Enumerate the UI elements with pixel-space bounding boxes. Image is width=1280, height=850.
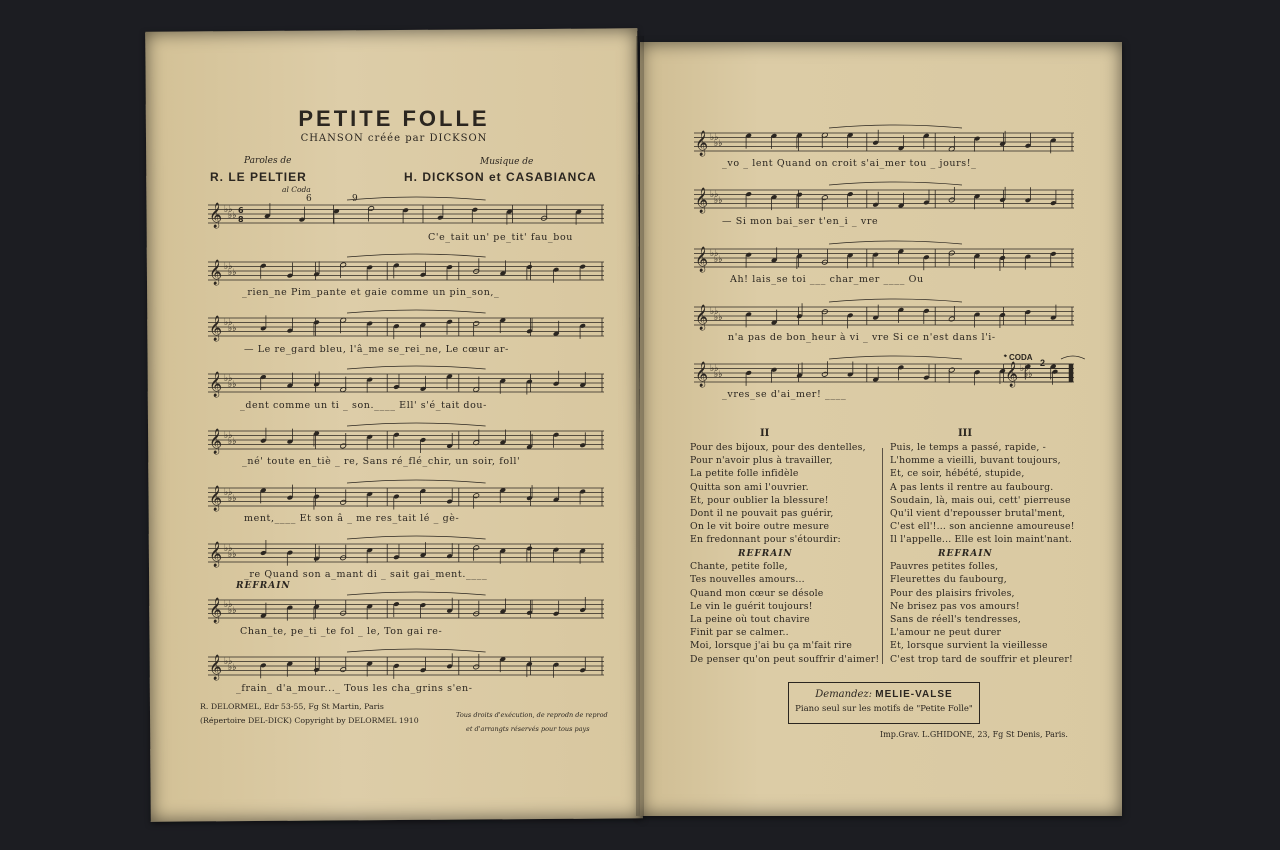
al-coda-marker: al Coda [282, 185, 311, 194]
svg-text:𝄞: 𝄞 [209, 316, 223, 341]
measure-number-9: 9 [352, 194, 358, 204]
verse-2-refrain-line: Le vin le guérit toujours! [690, 600, 813, 612]
coda-staff [1004, 362, 1072, 387]
verse-3-refrain-line: Et, lorsque survient la vieillesse [890, 640, 1048, 652]
svg-text:♭♭: ♭♭ [714, 370, 723, 380]
svg-text:♭♭: ♭♭ [714, 255, 723, 265]
verse-2-line: Quitta son ami l'ouvrier. [690, 481, 809, 493]
right-lyric-line-1: _vo _ lent Quand on croit s'ai_mer tou _ jours!_ [722, 158, 977, 169]
svg-text:♭♭: ♭♭ [1020, 364, 1029, 374]
svg-text:♭♭: ♭♭ [224, 374, 233, 384]
svg-text:♭♭: ♭♭ [224, 262, 233, 272]
svg-text:𝄞: 𝄞 [695, 362, 709, 387]
measure-number-6: 6 [306, 194, 312, 204]
svg-text:♭♭: ♭♭ [710, 364, 719, 374]
svg-text:𝄞: 𝄞 [695, 305, 709, 330]
svg-text:♭♭: ♭♭ [228, 324, 237, 334]
svg-text:♭♭: ♭♭ [224, 318, 233, 328]
verse-2-number: II [760, 428, 770, 439]
svg-text:♭♭: ♭♭ [224, 544, 233, 554]
svg-text:♭♭: ♭♭ [1024, 370, 1033, 380]
verse-2-refrain-line: De penser qu'on peut souffrir d'aimer! [690, 653, 880, 665]
svg-text:♭♭: ♭♭ [710, 307, 719, 317]
verse-3-refrain-line: Sans de réell's tendresses, [890, 613, 1022, 625]
verse-2-line: Pour n'avoir plus à travailler, [690, 455, 833, 467]
page-fold [636, 36, 644, 816]
svg-text:♭♭: ♭♭ [714, 139, 723, 149]
verse-2-line: En fredonnant pour s'étourdir: [690, 534, 841, 546]
svg-text:𝄞: 𝄞 [209, 260, 223, 285]
composer-name: H. DICKSON et CASABIANCA [404, 170, 597, 184]
svg-text:♭♭: ♭♭ [228, 268, 237, 278]
left-staff-8 [208, 598, 604, 623]
svg-text:𝄞: 𝄞 [209, 655, 223, 680]
advertisement-box [788, 682, 980, 724]
publisher-line-1: R. DELORMEL, Edr 53-55, Fg St Martin, Paris [200, 702, 384, 711]
rights-line-1: Tous droits d'exécution, de reprodn de reprod [456, 711, 608, 719]
lyric-line-6: ment,____ Et son â _ me res_tait lé _ gè- [244, 513, 460, 524]
verse-2-refrain-line: Finit par se calmer.. [690, 627, 789, 639]
svg-text:♭♭: ♭♭ [228, 494, 237, 504]
svg-text:𝄞: 𝄞 [695, 247, 709, 272]
verse-3-refrain-line: L'amour ne peut durer [890, 627, 1002, 639]
svg-text:𝄞: 𝄞 [209, 372, 223, 397]
left-staff-5 [208, 429, 604, 454]
verse-3-line: Soudain, là, mais oui, cett' pierreuse [890, 494, 1071, 506]
ad-subtitle: Piano seul sur les motifs de "Petite Folle" [795, 704, 973, 714]
lyric-line-8: Chan_te, pe_ti _te fol _ le, Ton gai re- [240, 626, 443, 637]
verse-3-line: Puis, le temps a passé, rapide, - [890, 442, 1047, 453]
verse-3-line: C'est ell'!... son ancienne amoureuse! [890, 521, 1075, 533]
verse-3-line: A pas lents il rentre au faubourg. [890, 481, 1054, 493]
lyric-line-2: _rien_ne Pim_pante et gaie comme un pin_son,_ [242, 287, 500, 298]
left-staff-3 [208, 316, 604, 341]
svg-text:♭♭: ♭♭ [228, 606, 237, 616]
svg-text:♭♭: ♭♭ [710, 133, 719, 143]
svg-text:♭♭: ♭♭ [714, 313, 723, 323]
right-staff-1 [694, 131, 1074, 156]
svg-text:♭♭: ♭♭ [228, 380, 237, 390]
right-staff-2 [694, 188, 1074, 213]
verse-2-refrain-line: Quand mon cœur se désole [690, 587, 824, 599]
verse-2-line: Et, pour oublier la blessure! [690, 494, 829, 506]
lyric-line-3: — Le re_gard bleu, l'â_me se_rei_ne, Le cœur ar- [244, 344, 509, 355]
svg-text:𝄞: 𝄞 [695, 188, 709, 213]
verse-3-refrain-line: C'est trop tard de souffrir et pleurer! [890, 653, 1073, 665]
lyric-line-7: _re Quand son a_mant di _ sait gai_ment.____ [244, 569, 488, 580]
ad-prefix: Demandez: [815, 689, 873, 700]
lyricist-label: Paroles de [244, 156, 292, 166]
verse-3-refrain-label: REFRAIN [938, 548, 993, 559]
svg-text:♭♭: ♭♭ [224, 431, 233, 441]
left-staff-1 [208, 203, 604, 228]
left-staff-9 [208, 655, 604, 680]
svg-text:♭♭: ♭♭ [224, 600, 233, 610]
verse-3-number: III [958, 428, 973, 439]
song-title: PETITE FOLLE [298, 106, 490, 131]
svg-text:𝄞: 𝄞 [209, 203, 223, 228]
verse-3-line: Et, ce soir, hébété, stupide, [890, 468, 1025, 480]
ad-title: MELIE-VALSE [875, 689, 953, 700]
svg-text:𝄞: 𝄞 [209, 598, 223, 623]
svg-text:𝄞: 𝄞 [209, 486, 223, 511]
left-staff-4 [208, 372, 604, 397]
left-staff-6 [208, 486, 604, 511]
verse-2-refrain-line: Moi, lorsque j'ai bu ça m'fait rire [690, 640, 853, 652]
verse-2-refrain-label: REFRAIN [738, 548, 793, 559]
svg-text:6: 6 [238, 206, 244, 215]
right-lyric-line-2: — Si mon bai_ser t'en_i _ vre [722, 216, 879, 227]
verse-2-refrain-line: Chante, petite folle, [690, 561, 788, 573]
left-staff-2 [208, 260, 604, 285]
svg-text:♭♭: ♭♭ [224, 488, 233, 498]
svg-text:♭♭: ♭♭ [228, 663, 237, 673]
coda-number: 2 [1040, 358, 1046, 368]
refrain-label: REFRAIN [236, 581, 291, 591]
coda-label-text: CODA [1008, 353, 1033, 362]
svg-text:𝄞: 𝄞 [209, 542, 223, 567]
verse-2-refrain-line: Tes nouvelles amours... [690, 574, 805, 586]
lyric-line-4: _dent comme un ti _ son.____ Ell' s'é_tait dou- [240, 400, 487, 411]
printer-credit: Imp.Grav. L.GHIDONE, 23, Fg St Denis, Paris. [880, 730, 1068, 739]
svg-text:♭♭: ♭♭ [224, 657, 233, 667]
verse-3-refrain-line: Pour des plaisirs frivoles, [890, 587, 1015, 599]
right-staff-3 [694, 247, 1074, 272]
lyric-line-9: _frain_ d'a_mour..._ Tous les cha_grins s'en- [236, 683, 473, 694]
svg-text:𝄞: 𝄞 [209, 429, 223, 454]
right-lyric-line-4: n'a pas de bon_heur à vi _ vre Si ce n'est dans l'i- [728, 332, 996, 343]
verse-2-refrain-line: La peine où tout chavire [690, 613, 810, 625]
svg-text:♭♭: ♭♭ [224, 205, 233, 215]
svg-text:♭♭: ♭♭ [228, 437, 237, 447]
svg-text:𝄞: 𝄞 [695, 131, 709, 156]
verse-3-line: L'homme a vieilli, buvant toujours, [890, 455, 1061, 467]
verse-2-line: Pour des bijoux, pour des dentelles, [690, 442, 866, 453]
svg-text:♭♭: ♭♭ [714, 196, 723, 206]
verse-3-refrain-line: Fleurettes du faubourg, [890, 574, 1007, 586]
lyric-line-1: C'e_tait un' pe_tit' fau_bou [428, 232, 574, 243]
rights-line-2: et d'arrangts réservés pour tous pays [466, 725, 590, 733]
svg-text:𝄞: 𝄞 [1005, 362, 1019, 387]
svg-text:♭♭: ♭♭ [710, 249, 719, 259]
right-lyric-line-3: Ah! lais_se toi ___ char_mer ____ Ou [730, 274, 924, 285]
publisher-line-2: (Répertoire DEL-DICK) Copyright by DELORMEL 1910 [200, 716, 419, 725]
verse-2-line: On le vit boire outre mesure [690, 521, 830, 533]
composer-label: Musique de [480, 157, 534, 167]
verse-2-line: La petite folle infidèle [690, 468, 799, 480]
svg-text:8: 8 [238, 215, 244, 224]
verse-divider [882, 448, 883, 664]
right-staff-4 [694, 305, 1074, 330]
verse-2-line: Dont il ne pouvait pas guérir, [690, 508, 834, 519]
verse-3-line: Qu'il vient d'repousser brutal'ment, [890, 508, 1066, 519]
coda-label: 𝄌 CODA [1004, 353, 1033, 362]
lyric-line-5: _né' toute en_tiè _ re, Sans ré_flé_chir, un soir, foll' [242, 456, 521, 467]
right-lyric-line-5: _vres_se d'ai_mer! ____ [722, 389, 847, 400]
verse-3-refrain-line: Pauvres petites folles, [890, 561, 999, 573]
verse-3-refrain-line: Ne brisez pas vos amours! [890, 600, 1020, 612]
svg-text:♭♭: ♭♭ [228, 211, 237, 221]
svg-text:♭♭: ♭♭ [710, 190, 719, 200]
svg-text:♭♭: ♭♭ [228, 550, 237, 560]
verse-3-line: Il l'appelle... Elle est loin maint'nant. [890, 534, 1073, 546]
lyricist-name: R. LE PELTIER [210, 170, 307, 184]
left-staff-7 [208, 542, 604, 567]
song-subtitle: CHANSON créée par DICKSON [300, 133, 488, 144]
